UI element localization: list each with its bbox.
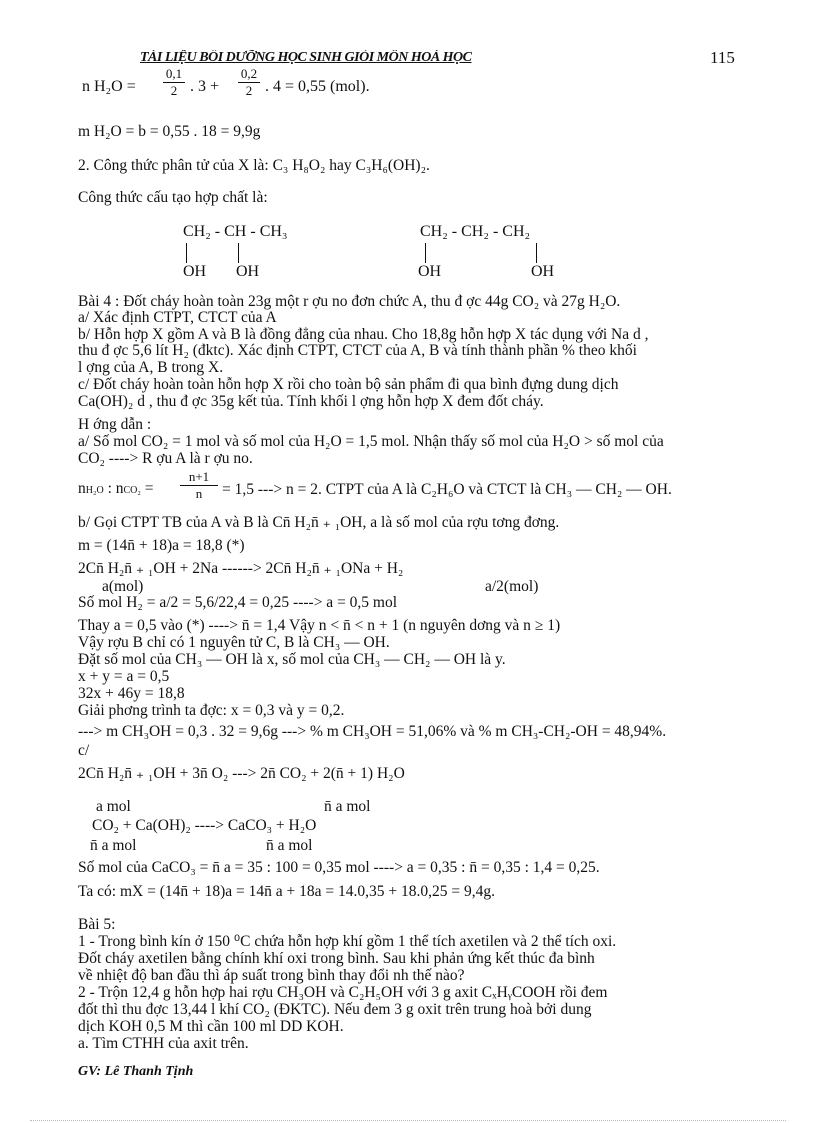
text-line: Số mol của CaCO₃ = n̄ a = 35 : 100 = 0,35 mol ----> a = 0,35 : n̄ = 0,35 : 1,4 = 0,25. xyxy=(78,859,600,876)
ratio-sub-co2: CO₂ xyxy=(123,485,141,496)
text-line: Ca(OH)₂ d , thu đ ợc 35g kết tủa. Tính khối l ợng hỗn hợp X đem đốt cháy. xyxy=(78,393,544,410)
fraction-1 xyxy=(163,66,185,99)
bond-line xyxy=(425,243,426,263)
text-line: CO₂ ----> R ợu A là r ợu no. xyxy=(78,450,253,467)
text-line: b/ Gọi CTPT TB của A và B là Cn̄ H₂n̄ ₊ ₁OH, a là số mol của rợu tơng đơng. xyxy=(78,514,560,531)
fraction-1-numerator: 0,1 xyxy=(163,66,185,83)
formula-nh2o-prefix: n H₂O = xyxy=(82,78,136,95)
text-line: a/ Số mol CO₂ = 1 mol và số mol của H₂O = 1,5 mol. Nhận thấy số mol của H₂O > số mol của xyxy=(78,433,664,450)
text-line: 1 - Trong bình kín ở 150 ⁰C chứa hỗn hợp khí gồm 1 thể tích axetilen và 2 thể tích oxi. xyxy=(78,933,617,950)
text-line: Vậy rợu B chỉ có 1 nguyên tử C, B là CH₃ — OH. xyxy=(78,634,390,651)
text-line: Đốt cháy axetilen bằng chính khí oxi trong bình. Sau khi phản ứng kết thúc đa bình xyxy=(78,950,595,967)
ratio-n: n xyxy=(78,480,86,497)
text-line: ---> m CH₃OH = 0,3 . 32 = 9,6g ---> % m CH₃OH = 51,06% và % m CH₃-CH₂-OH = 48,94%. xyxy=(78,723,667,740)
bond-line xyxy=(238,243,239,263)
running-header: TÀI LIỆU BỒI DƯỠNG HỌC SINH GIỎI MÔN HOÁ HỌC xyxy=(140,50,472,65)
fraction-1-denominator: 2 xyxy=(170,83,178,98)
text-line: đốt thì thu đợc 13,44 l khí CO₂ (ĐKTC). Nếu đem 3 g oxit trên trung hoà bởi dung xyxy=(78,1001,592,1018)
text-line: a/ Xác định CTPT, CTCT của A xyxy=(78,309,277,326)
formula-tail: . 4 = 0,55 (mol). xyxy=(265,78,370,95)
text-line: về nhiệt độ ban đầu thì áp suất trong bình thay đổi nh thế nào? xyxy=(78,967,465,984)
text-line: Thay a = 0,5 vào (*) ----> n̄ = 1,4 Vậy n < n̄ < n + 1 (n nguyên dơng và n ≥ 1) xyxy=(78,617,561,634)
structure-b-oh-1: OH xyxy=(418,263,442,280)
bond-line xyxy=(536,243,537,263)
text-line: Ta có: mX = (14n̄ + 18)a = 14n̄ a + 18a = 14.0,35 + 18.0,25 = 9,4g. xyxy=(78,883,495,900)
ratio-line xyxy=(78,481,154,499)
text-line: 2 - Trộn 12,4 g hỗn hợp hai rợu CH₃OH và C₂H₅OH với 3 g axit CₓHᵧCOOH rồi đem xyxy=(78,984,608,1001)
formula-mid: . 3 + xyxy=(190,78,220,95)
mol-label: n̄ a mol xyxy=(266,837,313,854)
fraction-ratio xyxy=(180,469,218,502)
structure-b-chain: CH₂ - CH₂ - CH₂ xyxy=(420,223,531,240)
page-number: 115 xyxy=(710,48,735,67)
reaction-line: 2Cn̄ H₂n̄ ₊ ₁OH + 2Na ------> 2Cn̄ H₂n̄ ₊ ₁ONa + H₂ xyxy=(78,560,404,577)
fraction-2 xyxy=(238,66,260,99)
text-line: 32x + 46y = 18,8 xyxy=(78,685,185,702)
mol-label: a/2(mol) xyxy=(485,578,539,595)
mol-label: n̄ a mol xyxy=(324,798,371,815)
guide-heading: H ớng dẫn : xyxy=(78,416,152,433)
fraction-ratio-denominator: n xyxy=(195,486,203,501)
text-line: c/ xyxy=(78,742,90,759)
reaction-line: CO₂ + Ca(OH)₂ ----> CaCO₃ + H₂O xyxy=(92,817,317,834)
text-line: m = (14n̄ + 18)a = 18,8 (*) xyxy=(78,537,245,554)
ratio-mid: : n xyxy=(103,480,124,497)
fraction-ratio-numerator: n+1 xyxy=(180,469,218,486)
ratio-sub-h2o: H₂O xyxy=(85,485,104,496)
text-line: Giải phơng trình ta đợc: x = 0,3 và y = 0,2. xyxy=(78,702,345,719)
structure-b-oh-2: OH xyxy=(531,263,555,280)
structure-a-chain: CH₂ - CH - CH₃ xyxy=(183,223,288,240)
text-line: dịch KOH 0,5 M thì cần 100 ml DD KOH. xyxy=(78,1018,344,1035)
mol-label: a(mol) xyxy=(102,578,144,595)
page-divider xyxy=(30,1120,786,1121)
text-line: l ợng của A, B trong X. xyxy=(78,359,224,376)
text-line: a. Tìm CTHH của axit trên. xyxy=(78,1035,249,1052)
exercise-4-title: Bài 4 : Đốt cháy hoàn toàn 23g một r ợu no đơn chức A, thu đ ợc 44g CO₂ và 27g H₂O. xyxy=(78,293,621,310)
exercise-5-title: Bài 5: xyxy=(78,916,116,933)
fraction-2-numerator: 0,2 xyxy=(238,66,260,83)
mol-label: n̄ a mol xyxy=(90,837,137,854)
text-line: x + y = a = 0,5 xyxy=(78,668,170,685)
mol-label: a mol xyxy=(96,798,131,815)
text-line: m H₂O = b = 0,55 . 18 = 9,9g xyxy=(78,123,261,140)
reaction-line: 2Cn̄ H₂n̄ ₊ ₁OH + 3n̄ O₂ ---> 2n̄ CO₂ + 2(n̄ + 1) H₂O xyxy=(78,765,405,782)
structure-a-oh-1: OH xyxy=(183,263,207,280)
text-line: b/ Hỗn hợp X gồm A và B là đồng đẳng của nhau. Cho 18,8g hỗn hợp X tác dụng với Na d , xyxy=(78,326,649,343)
ratio-result: = 1,5 ---> n = 2. CTPT của A là C₂H₆O và CTCT là CH₃ — CH₂ — OH. xyxy=(222,481,672,498)
fraction-2-denominator: 2 xyxy=(245,83,253,98)
text-line: Số mol H₂ = a/2 = 5,6/22,4 = 0,25 ----> a = 0,5 mol xyxy=(78,594,398,611)
structure-a-oh-2: OH xyxy=(236,263,260,280)
author-footer: GV: Lê Thanh Tịnh xyxy=(78,1064,194,1079)
text-line: Công thức cấu tạo hợp chất là: xyxy=(78,189,268,206)
text-line: Đặt số mol của CH₃ — OH là x, số mol của CH₃ — CH₂ — OH là y. xyxy=(78,651,506,668)
text-line: 2. Công thức phân tử của X là: C₃ H₈O₂ hay C₃H₆(OH)₂. xyxy=(78,157,430,174)
text-line: thu đ ợc 5,6 lít H₂ (đktc). Xác định CTPT, CTCT của A, B và tính thành phần % theo khối xyxy=(78,342,637,359)
ratio-eq: = xyxy=(140,480,154,497)
bond-line xyxy=(186,243,187,263)
text-line: c/ Đốt cháy hoàn toàn hỗn hợp X rồi cho toàn bộ sản phẩm đi qua bình đựng dung dịch xyxy=(78,376,619,393)
